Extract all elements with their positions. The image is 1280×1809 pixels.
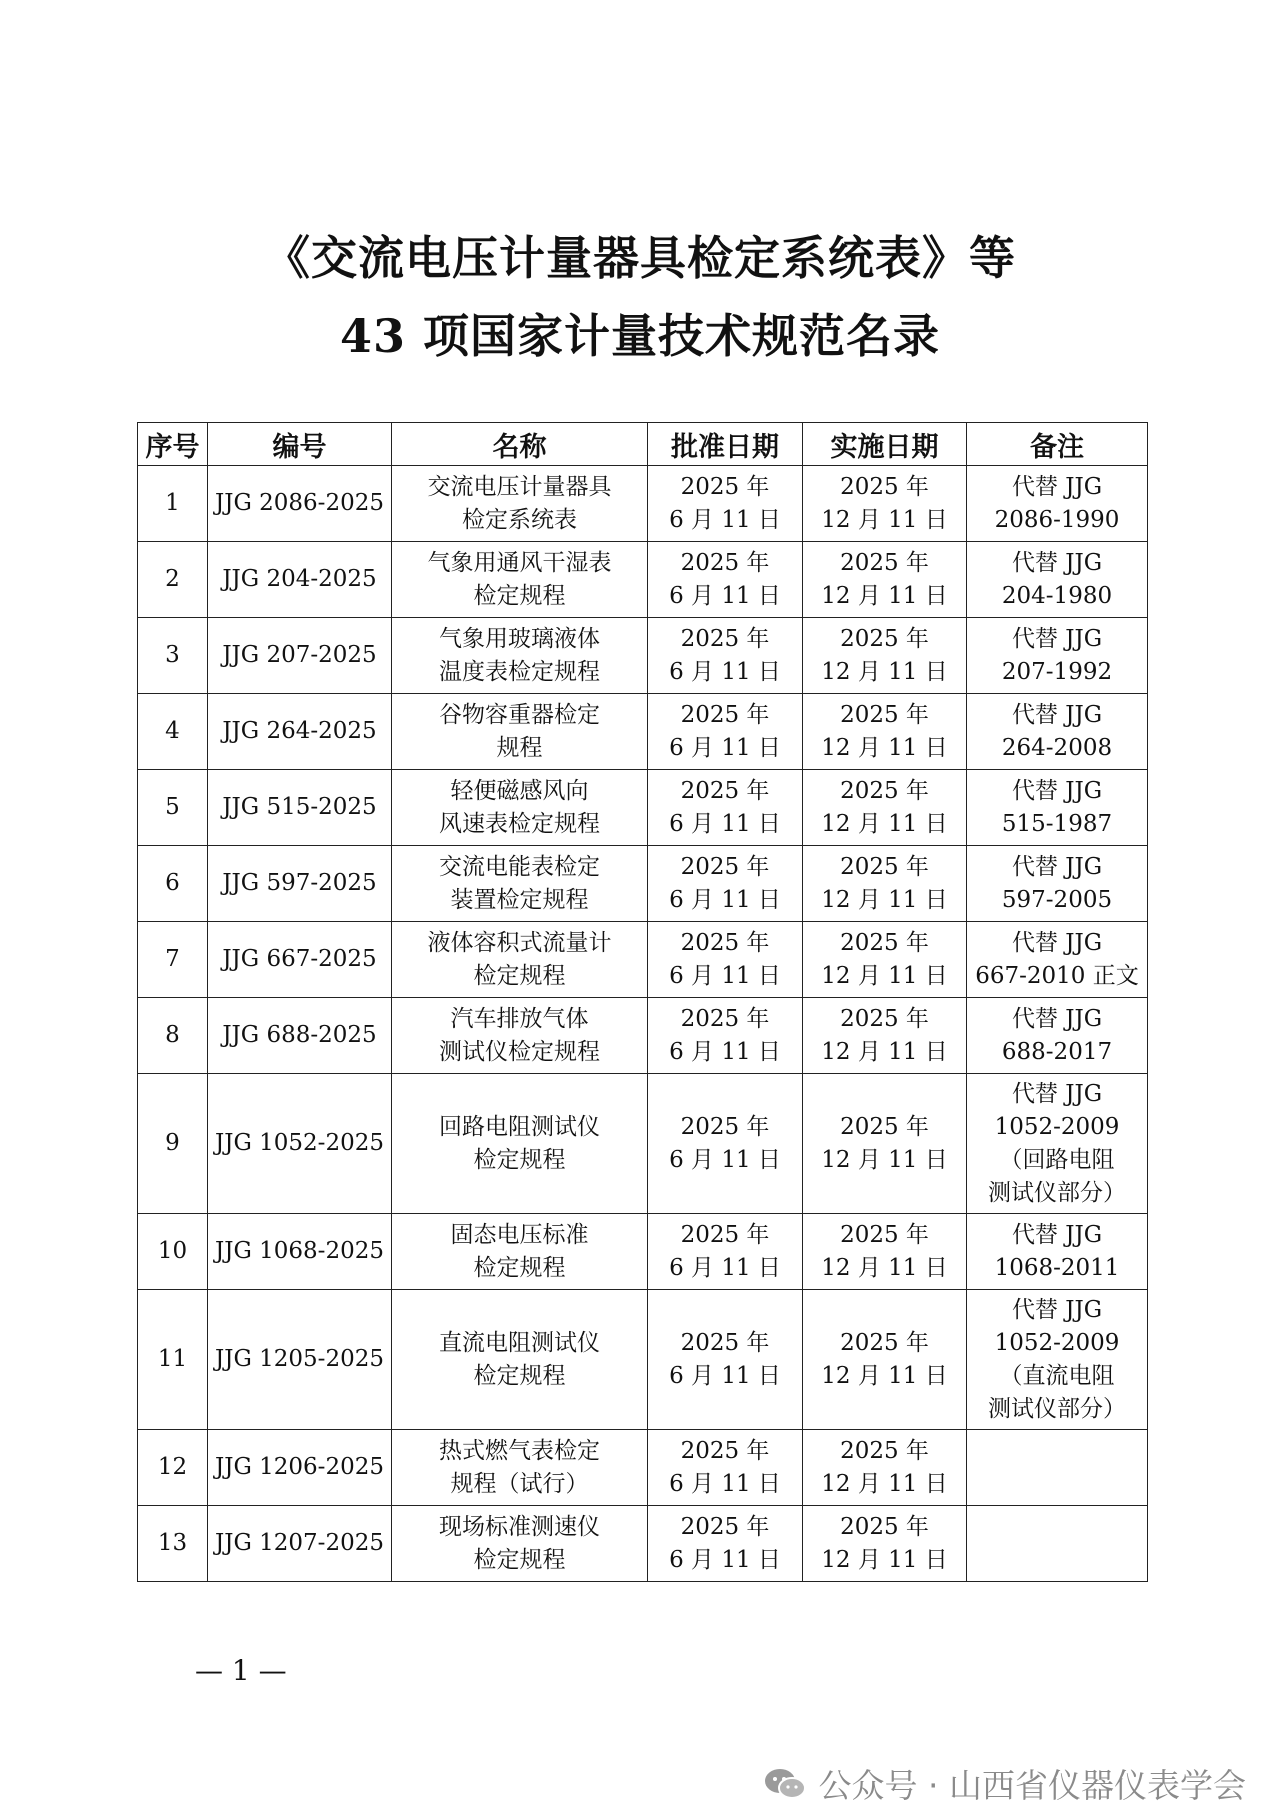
row-implementation-date bbox=[803, 922, 967, 998]
row-remarks bbox=[967, 1290, 1148, 1430]
row-serial-no bbox=[138, 922, 208, 998]
row-implementation-date-text: 2025 年 12 月 11 日 bbox=[821, 549, 948, 609]
row-remarks-text: 代替 JJG 1068-2011 bbox=[994, 1221, 1120, 1281]
row-approval-date bbox=[648, 922, 803, 998]
row-name bbox=[392, 694, 648, 770]
row-serial-no bbox=[138, 770, 208, 846]
row-serial-no-text: 6 bbox=[165, 870, 180, 896]
row-approval-date bbox=[648, 998, 803, 1074]
row-serial-no bbox=[138, 1290, 208, 1430]
row-name-text: 交流电能表检定 装置检定规程 bbox=[439, 853, 600, 913]
row-implementation-date bbox=[803, 1506, 967, 1582]
row-approval-date-text: 2025 年 6 月 11 日 bbox=[669, 853, 781, 913]
row-name-text: 液体容积式流量计 检定规程 bbox=[427, 929, 612, 989]
row-remarks bbox=[967, 1506, 1148, 1582]
row-approval-date bbox=[648, 1506, 803, 1582]
table-row bbox=[138, 542, 1148, 618]
header-code: 编号 bbox=[208, 423, 392, 466]
row-approval-date bbox=[648, 846, 803, 922]
page-number: — 1 — bbox=[195, 1654, 287, 1687]
specification-table bbox=[137, 422, 1148, 1582]
row-code bbox=[208, 998, 392, 1074]
row-approval-date-text: 2025 年 6 月 11 日 bbox=[669, 1005, 781, 1065]
table-row bbox=[138, 846, 1148, 922]
table-row bbox=[138, 922, 1148, 998]
row-remarks-text: 代替 JJG 207-1992 bbox=[1001, 625, 1113, 685]
row-implementation-date bbox=[803, 1074, 967, 1214]
row-serial-no bbox=[138, 1214, 208, 1290]
row-implementation-date-text: 2025 年 12 月 11 日 bbox=[821, 777, 948, 837]
row-approval-date-text: 2025 年 6 月 11 日 bbox=[669, 549, 781, 609]
row-code bbox=[208, 1074, 392, 1214]
row-name-text: 谷物容重器检定 规程 bbox=[439, 701, 600, 761]
table-row bbox=[138, 1290, 1148, 1430]
row-remarks bbox=[967, 846, 1148, 922]
row-remarks-text: 代替 JJG 515-1987 bbox=[1001, 777, 1113, 837]
row-approval-date-text: 2025 年 6 月 11 日 bbox=[669, 1513, 781, 1573]
header-remarks: 备注 bbox=[967, 423, 1148, 466]
row-remarks-text: 代替 JJG 667-2010 正文 bbox=[975, 929, 1139, 989]
row-approval-date-text: 2025 年 6 月 11 日 bbox=[669, 1329, 781, 1389]
row-approval-date bbox=[648, 542, 803, 618]
row-remarks-text: 代替 JJG 264-2008 bbox=[1001, 701, 1113, 761]
row-approval-date-text: 2025 年 6 月 11 日 bbox=[669, 1221, 781, 1281]
row-implementation-date-text: 2025 年 12 月 11 日 bbox=[821, 1437, 948, 1497]
row-approval-date-text: 2025 年 6 月 11 日 bbox=[669, 625, 781, 685]
row-code bbox=[208, 618, 392, 694]
document-title-line-1: 《交流电压计量器具检定系统表》等 bbox=[264, 231, 1016, 285]
row-serial-no-text: 1 bbox=[165, 490, 180, 516]
row-name bbox=[392, 1430, 648, 1506]
row-implementation-date-text: 2025 年 12 月 11 日 bbox=[821, 625, 948, 685]
table-row bbox=[138, 1074, 1148, 1214]
row-remarks bbox=[967, 770, 1148, 846]
row-remarks-text: 代替 JJG 597-2005 bbox=[1001, 853, 1113, 913]
row-implementation-date-text: 2025 年 12 月 11 日 bbox=[821, 1005, 948, 1065]
row-implementation-date bbox=[803, 542, 967, 618]
document-title-line-2: 43 项国家计量技术规范名录 bbox=[339, 309, 941, 363]
row-remarks bbox=[967, 542, 1148, 618]
row-name-text: 气象用通风干湿表 检定规程 bbox=[427, 549, 612, 609]
header-serial-no: 序号 bbox=[138, 423, 208, 466]
row-remarks bbox=[967, 694, 1148, 770]
row-name bbox=[392, 922, 648, 998]
table-row bbox=[138, 1430, 1148, 1506]
row-serial-no bbox=[138, 998, 208, 1074]
row-code bbox=[208, 466, 392, 542]
row-code-text: JJG 204-2025 bbox=[222, 566, 377, 592]
table-row bbox=[138, 1214, 1148, 1290]
row-remarks-text: 代替 JJG 1052-2009 （回路电阻 测试仪部分） bbox=[988, 1080, 1126, 1206]
row-implementation-date-text: 2025 年 12 月 11 日 bbox=[821, 929, 948, 989]
row-name bbox=[392, 1214, 648, 1290]
row-name-text: 气象用玻璃液体 温度表检定规程 bbox=[439, 625, 600, 685]
row-remarks-text: 代替 JJG 2086-1990 bbox=[994, 473, 1120, 533]
row-serial-no-text: 8 bbox=[165, 1022, 180, 1048]
row-approval-date bbox=[648, 1074, 803, 1214]
header-implementation-date: 实施日期 bbox=[803, 423, 967, 466]
row-name-text: 轻便磁感风向 风速表检定规程 bbox=[439, 777, 600, 837]
row-remarks bbox=[967, 1074, 1148, 1214]
row-code bbox=[208, 770, 392, 846]
row-implementation-date bbox=[803, 466, 967, 542]
row-code-text: JJG 207-2025 bbox=[222, 642, 377, 668]
row-code-text: JJG 264-2025 bbox=[222, 718, 377, 744]
row-approval-date bbox=[648, 466, 803, 542]
row-implementation-date bbox=[803, 846, 967, 922]
row-implementation-date-text: 2025 年 12 月 11 日 bbox=[821, 1113, 948, 1173]
row-serial-no bbox=[138, 694, 208, 770]
row-name bbox=[392, 542, 648, 618]
watermark-text: 公众号 · 山西省仪器仪表学会 bbox=[818, 1766, 1246, 1805]
row-approval-date-text: 2025 年 6 月 11 日 bbox=[669, 1437, 781, 1497]
row-code bbox=[208, 1214, 392, 1290]
row-serial-no-text: 12 bbox=[157, 1454, 188, 1480]
header-approval-date: 批准日期 bbox=[648, 423, 803, 466]
row-code-text: JJG 2086-2025 bbox=[215, 490, 384, 516]
wechat-icon bbox=[763, 1766, 807, 1802]
row-approval-date-text: 2025 年 6 月 11 日 bbox=[669, 473, 781, 533]
row-approval-date bbox=[648, 1290, 803, 1430]
row-code-text: JJG 1068-2025 bbox=[215, 1238, 384, 1264]
row-name bbox=[392, 846, 648, 922]
row-name bbox=[392, 770, 648, 846]
row-code-text: JJG 1205-2025 bbox=[215, 1346, 384, 1372]
row-serial-no bbox=[138, 466, 208, 542]
row-code bbox=[208, 922, 392, 998]
table-row bbox=[138, 466, 1148, 542]
row-name-text: 现场标准测速仪 检定规程 bbox=[439, 1513, 600, 1573]
row-serial-no-text: 7 bbox=[165, 946, 180, 972]
row-implementation-date bbox=[803, 694, 967, 770]
row-name-text: 固态电压标准 检定规程 bbox=[450, 1221, 589, 1281]
row-name-text: 直流电阻测试仪 检定规程 bbox=[439, 1329, 600, 1389]
row-implementation-date bbox=[803, 1214, 967, 1290]
row-name-text: 热式燃气表检定 规程（试行） bbox=[439, 1437, 600, 1497]
row-remarks bbox=[967, 922, 1148, 998]
row-code bbox=[208, 846, 392, 922]
row-code bbox=[208, 694, 392, 770]
row-name bbox=[392, 1074, 648, 1214]
table-row bbox=[138, 618, 1148, 694]
row-serial-no-text: 3 bbox=[165, 642, 180, 668]
row-approval-date bbox=[648, 618, 803, 694]
row-serial-no-text: 9 bbox=[165, 1130, 180, 1156]
row-serial-no bbox=[138, 846, 208, 922]
row-remarks-text: 代替 JJG 688-2017 bbox=[1001, 1005, 1113, 1065]
row-serial-no bbox=[138, 542, 208, 618]
header-name: 名称 bbox=[392, 423, 648, 466]
row-code-text: JJG 1052-2025 bbox=[215, 1130, 384, 1156]
row-name bbox=[392, 998, 648, 1074]
row-name bbox=[392, 618, 648, 694]
row-serial-no bbox=[138, 1430, 208, 1506]
row-serial-no-text: 10 bbox=[157, 1238, 188, 1264]
row-approval-date bbox=[648, 694, 803, 770]
row-approval-date bbox=[648, 1214, 803, 1290]
row-implementation-date bbox=[803, 770, 967, 846]
row-name-text: 交流电压计量器具 检定系统表 bbox=[427, 473, 612, 533]
table-row bbox=[138, 1506, 1148, 1582]
row-approval-date-text: 2025 年 6 月 11 日 bbox=[669, 701, 781, 761]
row-code-text: JJG 597-2025 bbox=[222, 870, 377, 896]
row-remarks bbox=[967, 618, 1148, 694]
row-implementation-date-text: 2025 年 12 月 11 日 bbox=[821, 853, 948, 913]
row-implementation-date-text: 2025 年 12 月 11 日 bbox=[821, 1221, 948, 1281]
row-code-text: JJG 688-2025 bbox=[222, 1022, 377, 1048]
row-implementation-date-text: 2025 年 12 月 11 日 bbox=[821, 473, 948, 533]
row-implementation-date bbox=[803, 1290, 967, 1430]
row-implementation-date-text: 2025 年 12 月 11 日 bbox=[821, 1513, 948, 1573]
row-name bbox=[392, 1506, 648, 1582]
row-name bbox=[392, 1290, 648, 1430]
row-serial-no-text: 4 bbox=[165, 718, 180, 744]
row-serial-no-text: 5 bbox=[165, 794, 180, 820]
row-implementation-date-text: 2025 年 12 月 11 日 bbox=[821, 1329, 948, 1389]
row-code-text: JJG 1207-2025 bbox=[215, 1530, 384, 1556]
row-remarks-text: 代替 JJG 1052-2009 （直流电阻 测试仪部分） bbox=[988, 1296, 1126, 1422]
table-header-row bbox=[138, 423, 1148, 466]
row-remarks bbox=[967, 1430, 1148, 1506]
row-remarks-text: 代替 JJG 204-1980 bbox=[1001, 549, 1113, 609]
row-code bbox=[208, 542, 392, 618]
row-name-text: 汽车排放气体 测试仪检定规程 bbox=[439, 1005, 600, 1065]
row-implementation-date bbox=[803, 618, 967, 694]
row-serial-no-text: 11 bbox=[157, 1346, 188, 1372]
table-row bbox=[138, 998, 1148, 1074]
row-serial-no bbox=[138, 1074, 208, 1214]
row-code-text: JJG 667-2025 bbox=[222, 946, 377, 972]
row-code-text: JJG 1206-2025 bbox=[215, 1454, 384, 1480]
row-name bbox=[392, 466, 648, 542]
row-approval-date-text: 2025 年 6 月 11 日 bbox=[669, 929, 781, 989]
row-remarks bbox=[967, 998, 1148, 1074]
row-code bbox=[208, 1290, 392, 1430]
row-approval-date-text: 2025 年 6 月 11 日 bbox=[669, 777, 781, 837]
row-approval-date bbox=[648, 770, 803, 846]
row-code bbox=[208, 1506, 392, 1582]
row-approval-date bbox=[648, 1430, 803, 1506]
row-name-text: 回路电阻测试仪 检定规程 bbox=[439, 1113, 600, 1173]
table-row bbox=[138, 770, 1148, 846]
row-approval-date-text: 2025 年 6 月 11 日 bbox=[669, 1113, 781, 1173]
row-serial-no-text: 13 bbox=[157, 1530, 188, 1556]
row-implementation-date-text: 2025 年 12 月 11 日 bbox=[821, 701, 948, 761]
row-serial-no bbox=[138, 1506, 208, 1582]
row-implementation-date bbox=[803, 998, 967, 1074]
row-code bbox=[208, 1430, 392, 1506]
row-code-text: JJG 515-2025 bbox=[222, 794, 377, 820]
row-serial-no-text: 2 bbox=[165, 566, 180, 592]
row-remarks bbox=[967, 466, 1148, 542]
table-row bbox=[138, 694, 1148, 770]
watermark bbox=[763, 1760, 1246, 1807]
row-serial-no bbox=[138, 618, 208, 694]
row-implementation-date bbox=[803, 1430, 967, 1506]
row-remarks bbox=[967, 1214, 1148, 1290]
